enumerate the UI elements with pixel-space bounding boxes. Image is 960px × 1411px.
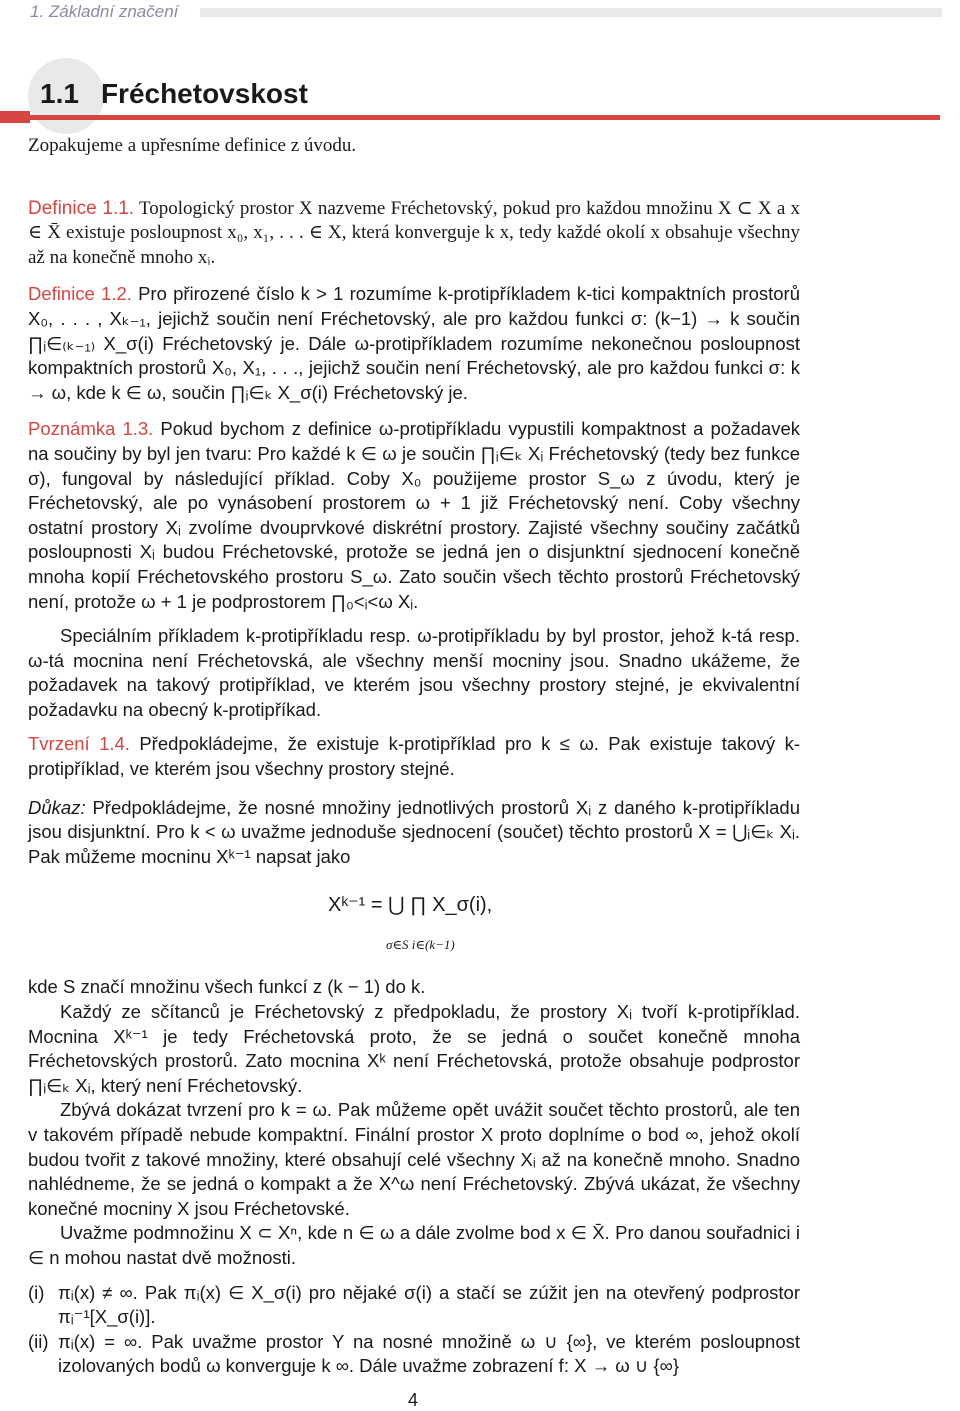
equation-text: Xᵏ⁻¹ = ⋃ ∏ X_σ(i), bbox=[328, 894, 493, 917]
proposition-text: Předpokládejme, že existuje k-protipříklad pro k ≤ ω. Pak existuje takový k-protipříklad, ve kterém jsou všechny prostory stejné. bbox=[28, 733, 800, 780]
equation-subscripts: σ∈S i∈(k−1) bbox=[386, 937, 455, 953]
section-title: Fréchetovskost bbox=[100, 78, 308, 109]
paragraph-text: Speciálním příkladem k-protipříkladu resp. ω-protipříkladu by byl prostor, jehož k-tá resp. ω-tá mocnina není Fréchetovská, ale všechny menší mocniny jsou. Snadno ukážeme, že požadavek na takový protipříklad, ve kterém jsou všechny prostory stejné, je ekvivalentní požadavku na obecný k-protipříkad. bbox=[28, 625, 800, 720]
paragraph bbox=[28, 1098, 800, 1221]
running-header bbox=[0, 0, 960, 24]
page-body bbox=[28, 130, 800, 1379]
section-heading bbox=[40, 78, 308, 110]
proof-text: Předpokládejme, že nosné množiny jednotlivých prostorů Xᵢ z daného k-protipříkladu jsou disjunktní. Pro k < ω uvažme jednoduše sjednocení (součet) těchto prostorů X = ⋃ᵢ∈ₖ Xᵢ. Pak můžeme mocninu Xᵏ⁻¹ napsat jako bbox=[28, 796, 801, 867]
list-item-text: πᵢ(x) ≠ ∞. Pak πᵢ(x) ∈ X_σ(i) pro nějaké σ(i) a stačí se zúžit jen na otevřený podprostor πᵢ⁻¹[X_σ(i)]. bbox=[58, 1281, 800, 1328]
remark-text: Pokud bychom z definice ω-protipříkladu vypustili kompaktnost a požadavek na součiny by byl jen tvaru: Pro každé k ∈ ω je součin ∏ᵢ∈ₖ Xᵢ Fréchetovský (tedy bez funkce σ), fungoval by následující příklad. Coby X₀ použijeme prostor S_ω z úvodu, který je Fréchetovský, ale po vynásobení prostorem ω + 1 již Fréchetovský není. Coby všechny ostatní prostory Xᵢ zvolíme dvouprvkové diskrétní prostory. Zajisté všechny součiny začátků posloupnosti Xᵢ budou Fréchetovské, protože se jedná jen o disjunktní sjednocení konečně mnoha kopií Fréchetovského prostoru S_ω. Zato součin všech těchto prostorů Fréchetovský není, protože ω + 1 je podprostorem ∏₀<ᵢ<ω Xᵢ. bbox=[28, 418, 800, 612]
paragraph-text: Uvažme podmnožinu X ⊂ Xⁿ, kde n ∈ ω a dále zvolme bod x ∈ X̄. Pro danou souřadnici i ∈ n mohou nastat dvě možnosti. bbox=[28, 1222, 800, 1268]
proof bbox=[28, 796, 800, 870]
paragraph bbox=[28, 975, 800, 1000]
paragraph bbox=[28, 1000, 800, 1098]
running-title: 1. Základní značení bbox=[30, 2, 179, 21]
definition-1-2 bbox=[28, 282, 800, 405]
list-item-label: (i) bbox=[28, 1281, 45, 1303]
header-rule bbox=[200, 8, 942, 17]
paragraph bbox=[28, 1221, 800, 1270]
proposition-label: Tvrzení 1.4. bbox=[28, 733, 130, 755]
definition-text: Pro přirozené číslo k > 1 rozumíme k-protipříkladem k-tici kompaktních prostorů X₀, . . . , Xₖ₋₁, jejichž součin není Fréchetovský, ale pro každou funkci σ: (k−1) → k součin ∏ᵢ∈₍ₖ₋₁₎ X_σ(i) Fréchetovský je. Dále ω-protipříkladem rozumíme nekonečnou posloupnost kompaktních prostorů X₀, X₁, . . ., jejichž součin není Fréchetovský, ale pro každou funkci σ: k → ω, kde k ∈ ω, součin ∏ᵢ∈ₖ X_σ(i) Fréchetovský je. bbox=[28, 283, 800, 403]
list-item bbox=[28, 1281, 800, 1330]
proof-label: Důkaz: bbox=[28, 796, 86, 818]
display-equation bbox=[28, 887, 800, 959]
remark-label: Poznámka 1.3. bbox=[28, 418, 154, 440]
section-rule bbox=[0, 115, 940, 120]
list-item-label: (ii) bbox=[28, 1330, 49, 1352]
list-item bbox=[28, 1330, 800, 1379]
lead-paragraph bbox=[28, 134, 800, 159]
paragraph bbox=[28, 624, 800, 722]
definition-1-1 bbox=[28, 197, 800, 271]
definition-label: Definice 1.2. bbox=[28, 283, 132, 305]
paragraph-text: kde S značí množinu všech funkcí z (k − 1) do k. bbox=[28, 976, 426, 998]
page-number: 4 bbox=[407, 1390, 418, 1410]
paragraph-text: Každý ze sčítanců je Fréchetovský z předpokladu, že prostory Xᵢ tvoří k-protipříklad. Mocnina Xᵏ⁻¹ je tedy Fréchetovská proto, že se jedná o součet konečně mnoha Fréchetovských prostorů. Zato mocnina Xᵏ není Fréchetovská, protože obsahuje podprostor ∏ᵢ∈ₖ Xᵢ, který není Fréchetovský. bbox=[28, 1001, 800, 1096]
list-item-text: πᵢ(x) = ∞. Pak uvažme prostor Y na nosné množině ω ∪ {∞}, ve kterém posloupnost izolovaných bodů ω konverguje k ∞. Dále uvažme zobrazení f: X → ω ∪ {∞} bbox=[58, 1330, 800, 1377]
section-number: 1.1 bbox=[40, 78, 79, 109]
definition-text: Topologický prostor X nazveme Fréchetovský, pokud pro každou množinu X ⊂ X a x ∈ X̄ existuje posloupnost x₀, x₁, . . . ∈ X, která konverguje k x, tedy každé okolí x obsahuje všechny až na konečně mnoho xᵢ. bbox=[28, 197, 800, 268]
remark-1-3 bbox=[28, 417, 800, 614]
definition-label: Definice 1.1. bbox=[28, 197, 135, 219]
proposition-1-4 bbox=[28, 732, 800, 781]
lead-text: Zopakujeme a upřesníme definice z úvodu. bbox=[28, 135, 357, 156]
paragraph-text: Zbývá dokázat tvrzení pro k = ω. Pak můžeme opět uvážit součet těchto prostorů, ale ten v takovém případě nebude kompaktní. Finální prostor X proto doplníme o bod ∞, jehož okolí budou tvořit z takové množiny, které obsahují celé všechny Xᵢ až na konečně mnoho. Snadno nahlédneme, že se jedná o kompakt a že X^ω není Fréchetovský. Zbývá ukázat, že všechny konečné mocniny X jsou Fréchetovské. bbox=[28, 1099, 800, 1219]
